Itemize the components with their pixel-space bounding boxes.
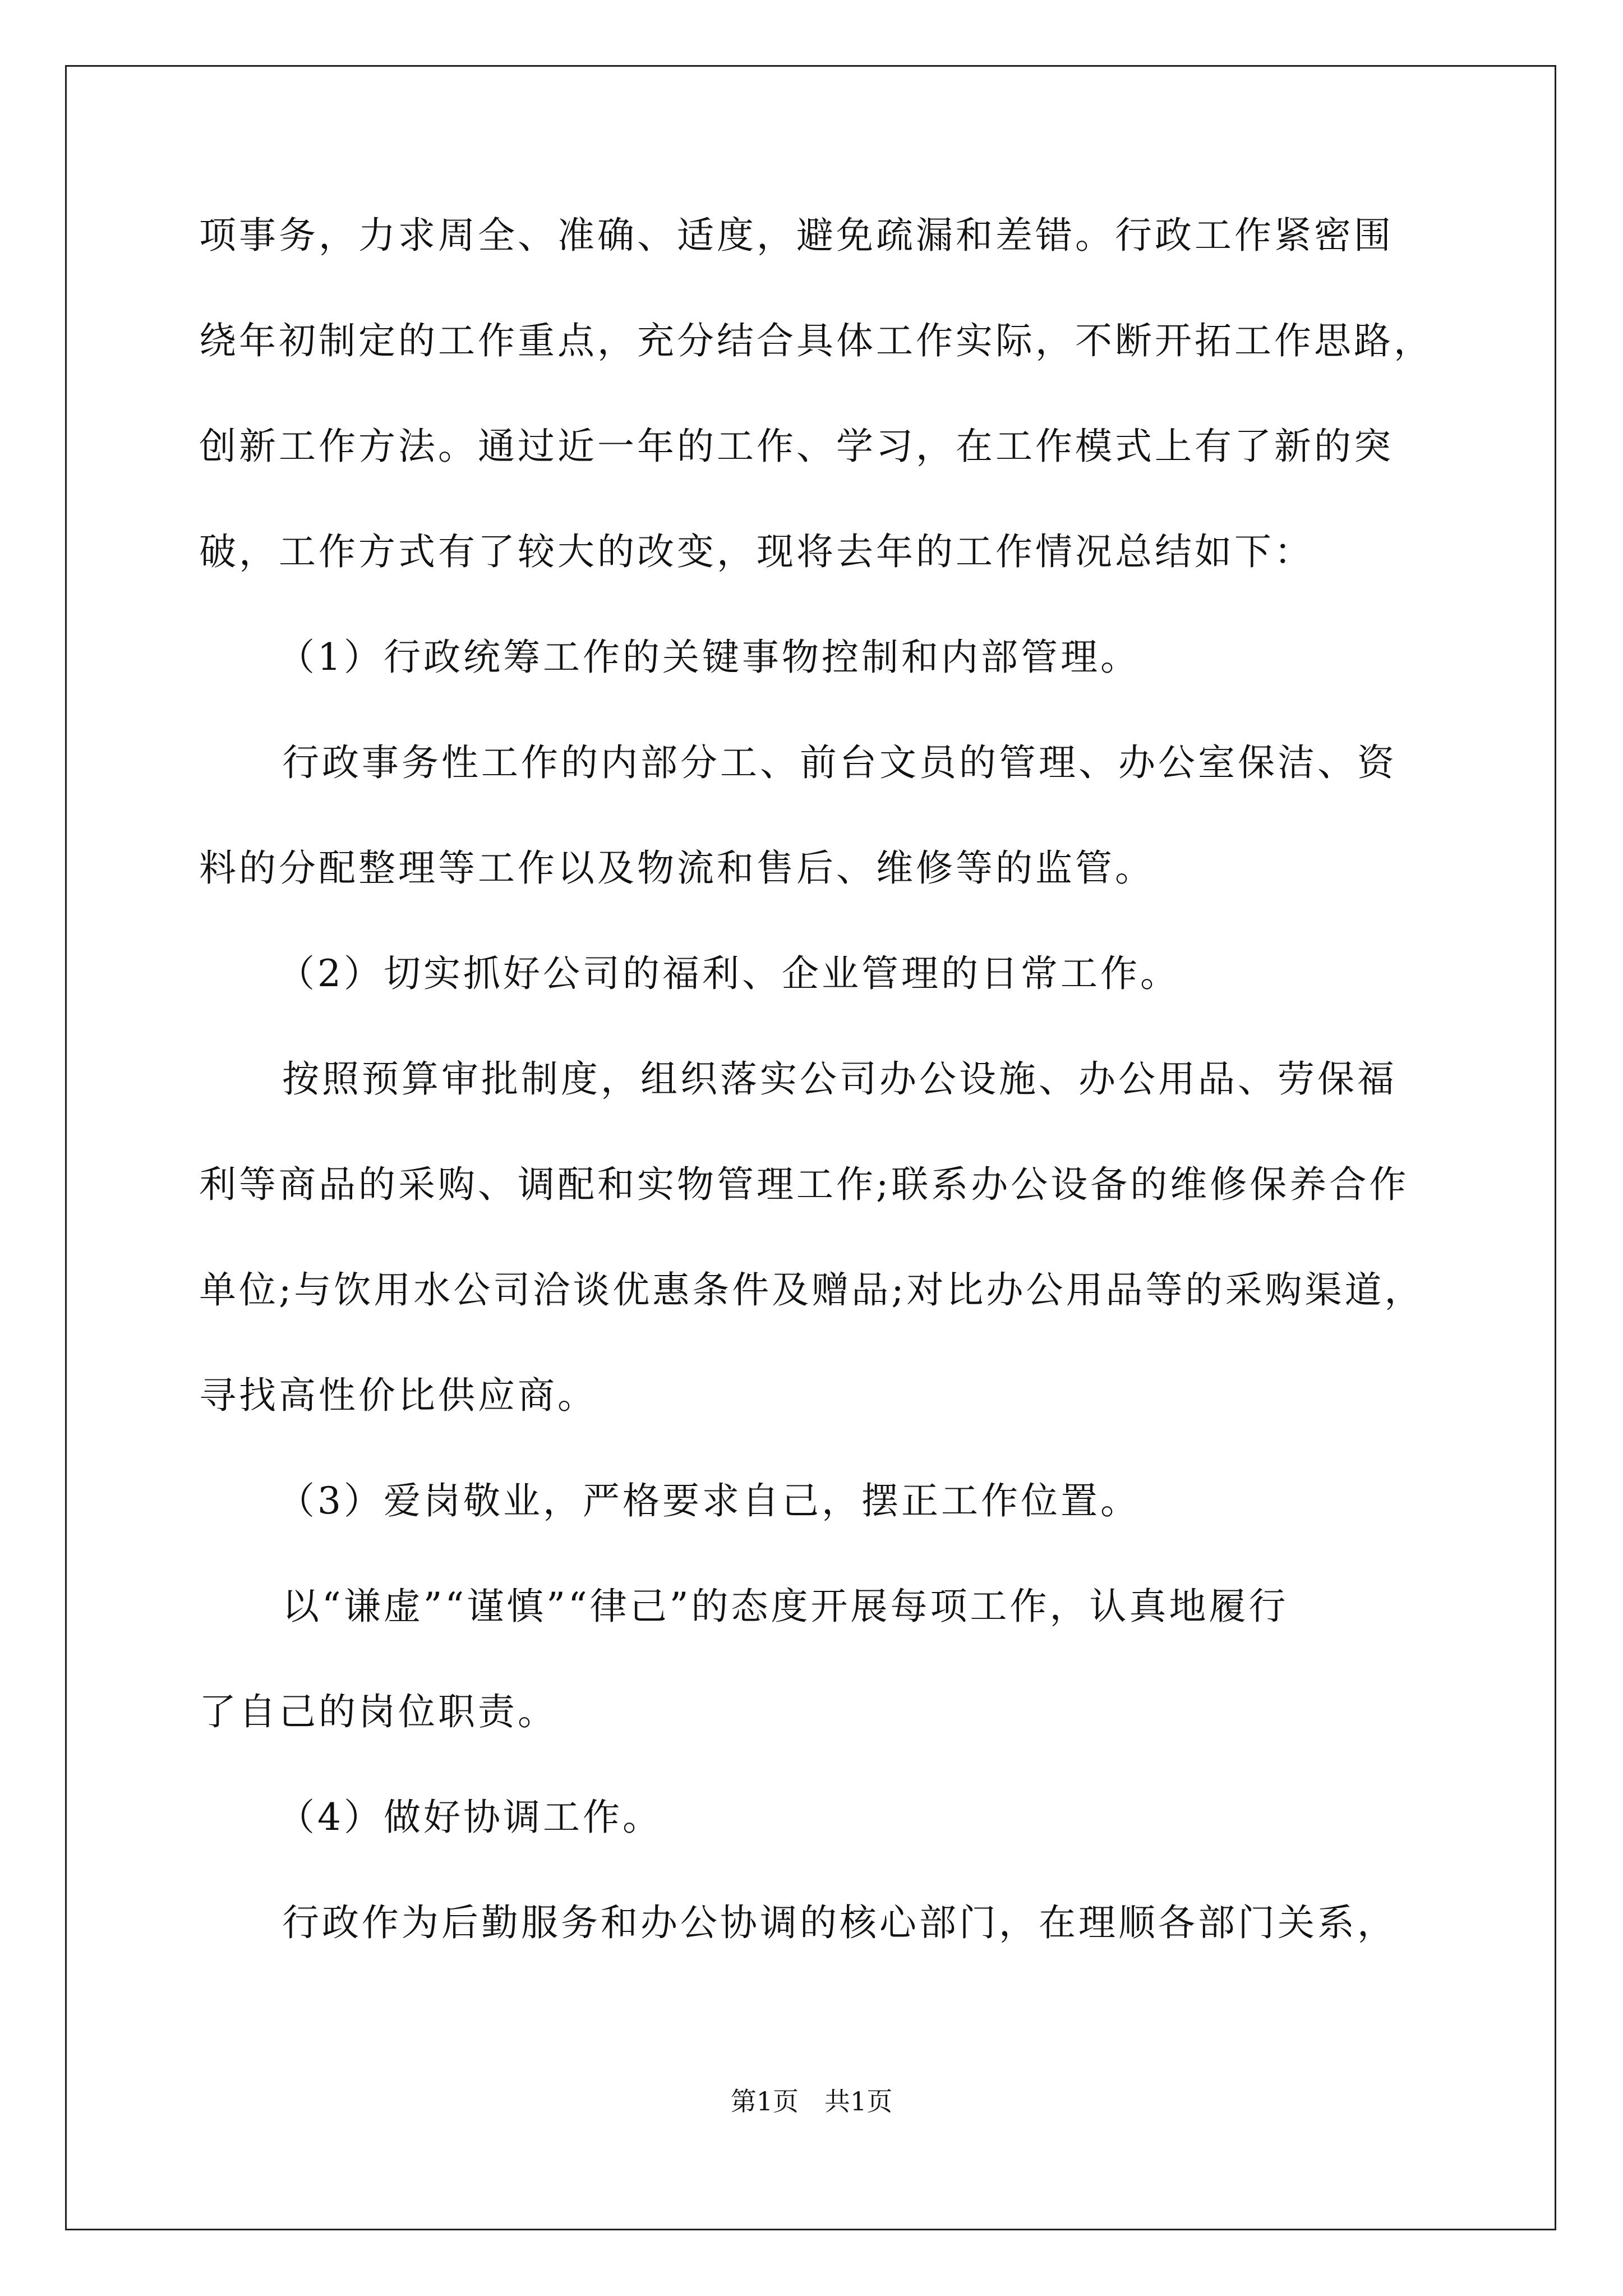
section-heading: （4）做好协调工作。 <box>278 1796 662 1839</box>
section-heading: （1）行政统筹工作的关键事物控制和内部管理。 <box>278 636 1140 679</box>
text-line: 创新工作方法。通过近一年的工作、学习，在工作模式上有了新的突 <box>199 425 1394 468</box>
section-heading: （3）爱岗敬业，严格要求自己，摆正工作位置。 <box>278 1479 1140 1522</box>
text-line: 寻找高性价比供应商。 <box>199 1374 597 1417</box>
section-heading: （2）切实抓好公司的福利、企业管理的日常工作。 <box>278 952 1180 995</box>
text-line: 料的分配整理等工作以及物流和售后、维修等的监管。 <box>199 846 1155 890</box>
text-line: 以“谦虚”“谨慎”“律己”的态度开展每项工作，认真地履行 <box>282 1585 1289 1628</box>
text-line: 绕年初制定的工作重点，充分结合具体工作实际，不断开拓工作思路， <box>199 319 1433 362</box>
text-line: 了自己的岗位职责。 <box>199 1690 557 1733</box>
text-line: 行政事务性工作的内部分工、前台文员的管理、办公室保洁、资 <box>282 741 1397 784</box>
text-line: 破，工作方式有了较大的改变，现将去年的工作情况总结如下： <box>199 530 1314 573</box>
text-line: 行政作为后勤服务和办公协调的核心部门，在理顺各部门关系， <box>282 1901 1397 1944</box>
text-line: 利等商品的采购、调配和实物管理工作;联系办公设备的维修保养合作 <box>199 1163 1409 1206</box>
text-line: 项事务，力求周全、准确、适度，避免疏漏和差错。行政工作紧密围 <box>199 214 1394 257</box>
text-line: 单位;与饮用水公司洽谈优惠条件及赠品;对比办公用品等的采购渠道， <box>199 1268 1424 1312</box>
text-line: 按照预算审批制度，组织落实公司办公设施、办公用品、劳保福 <box>282 1057 1397 1101</box>
page-number-footer: 第1页 共1页 <box>730 2086 893 2116</box>
